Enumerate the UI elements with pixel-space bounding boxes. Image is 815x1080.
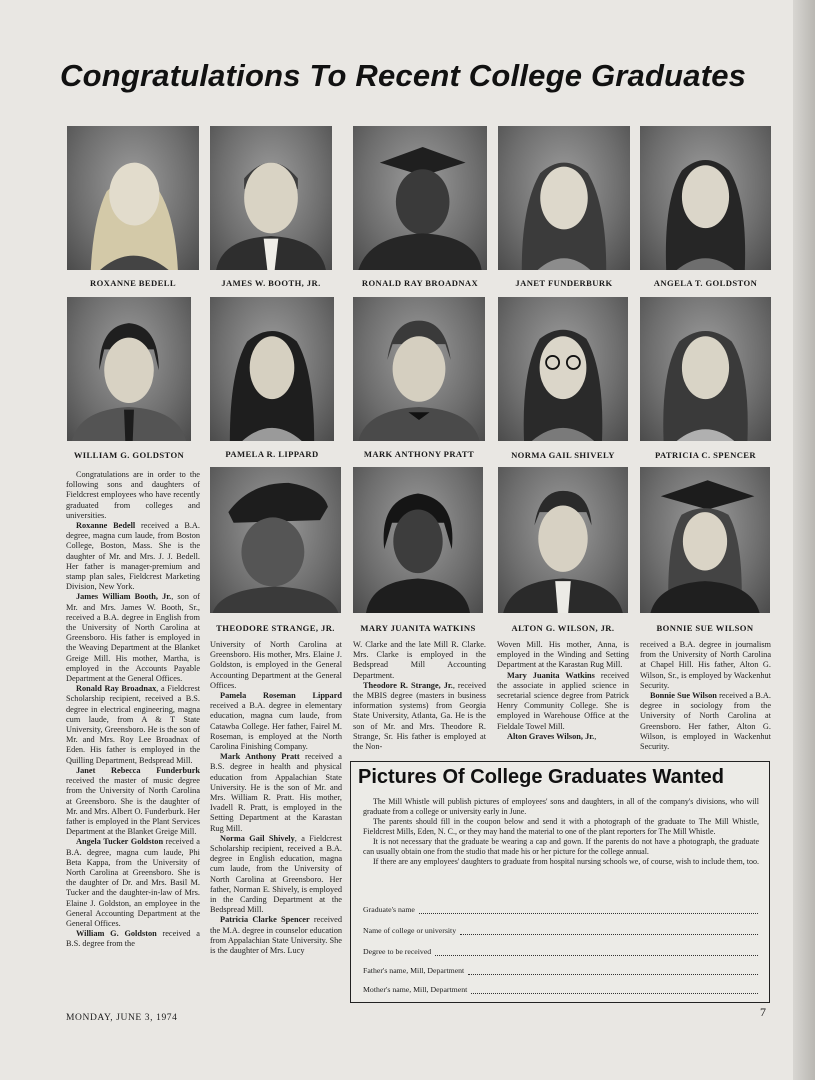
coupon-field-degree[interactable]: Degree to be received xyxy=(363,947,758,956)
graduate-photo xyxy=(498,126,630,270)
notice-body: The Mill Whistle will publish pictures of employees' sons and daughters, in all of the company's divisions, who will graduate from a college or university early in June. The parents should fill in the coupon below and send it with a photograph of the graduate to The Mill Whistle, Fieldcrest Mills, Eden, N. C., or they may hand the material to one of the plant reporters for The Mill Whistle. It is not necessary that the graduate be wearing a cap and gown. If the parents do not have a photograph, the graduate can usually obtain one from the studio that made his or her picture for the college annual. If there are any employees' daughters to graduate from hospital nursing schools we, of course, wish to include them, too. xyxy=(363,797,760,866)
coupon-field-college-name[interactable]: Name of college or university xyxy=(363,926,758,935)
graduate-photo xyxy=(67,126,199,270)
graduate-name-caption: THEODORE STRANGE, JR. xyxy=(216,623,335,633)
page-headline: Congratulations To Recent College Graduates xyxy=(60,58,747,93)
graduate-name-caption: PATRICIA C. SPENCER xyxy=(654,450,757,460)
graduate-name-caption: ROXANNE BEDELL xyxy=(89,278,177,288)
coupon-field-graduate-name[interactable]: Graduate's name xyxy=(363,905,758,914)
graduate-name-caption: ANGELA T. GOLDSTON xyxy=(653,278,758,288)
graduate-name-caption: WILLIAM G. GOLDSTON xyxy=(73,450,185,460)
graduate-photo xyxy=(353,297,485,441)
notice-title: Pictures Of College Graduates Wanted xyxy=(358,766,725,788)
page-edge xyxy=(793,0,815,1080)
coupon-field-father-name[interactable]: Father's name, Mill, Department xyxy=(363,966,758,975)
graduate-pictures-notice xyxy=(350,761,770,1003)
graduate-name-caption: NORMA GAIL SHIVELY xyxy=(511,450,615,460)
article-column-1: Congratulations are in order to the following sons and daughters of Fieldcrest employees who have recently graduated from colleges and universities. Roxanne Bedell received a B.A. degree, magna cum laude, from Boston College, Boston, Mass. She is the daughter of Mr. and Mrs. J. J. Bedell. Her father is manager-premium and stamp plan sales, Fieldcrest Marketing Division, New York. James William Booth, Jr., son of Mr. and Mrs. James W. Booth, Sr., received a B.A. degree in English from the University of North Carolina at Greensboro. His father is employed in the Weaving Department at the Blanket Greige Mill. His mother, Martha, is employed in the Accounts Payable Department at the General Offices. Ronald Ray Broadnax, a Fieldcrest Scholarship recipient, received a B.S. degree in electrical engineering, magna cum laude, from A & T State University, Greensboro. He is the son of Mr. and Mrs. Roy Lee Broadnax of Eden. His father is employed in the Quilling Department, Bedspread Mill. Janet Rebecca Funderburk received the master of music degree from the University of North Carolina at Greensboro. She is the daughter of Mr. and Mrs. Albert O. Funderburk. Her father is employed in the Plant Services Department at the Blanket Greige Mill. Angela Tucker Goldston received a B.A. degree, magna cum laude, Phi Beta Kappa, from the University of North Carolina at Greensboro. She is the daughter of Dr. and Mrs. Basil M. Tucker and the daughter-in-law of Mrs. Elaine J. Goldston, an employee in the General Accounting Department at the General Offices. William G. Goldston received a B.S. degree from the xyxy=(66,470,200,949)
graduate-photo xyxy=(67,297,191,441)
graduate-photo xyxy=(640,297,771,441)
graduate-name-caption: MARY JUANITA WATKINS xyxy=(360,623,476,633)
graduate-name-caption: JANET FUNDERBURK xyxy=(515,278,613,288)
issue-dateline: MONDAY, JUNE 3, 1974 xyxy=(66,1013,178,1023)
graduate-name-caption: MARK ANTHONY PRATT xyxy=(363,449,475,459)
graduate-name-caption: ALTON G. WILSON, JR. xyxy=(511,623,615,633)
article-column-3: W. Clarke and the late Mill R. Clarke. Mrs. Clarke is employed in the Bedspread Mill Accounting Department. Theodore R. Strange, Jr., received the MBIS degree (masters in business information systems) from Georgia State University, Atlanta, Ga. He is the son of Mr. and Mrs. Theodore R. Strange, Sr. His father is employed at the Non- xyxy=(353,640,486,752)
graduate-name-caption: BONNIE SUE WILSON xyxy=(656,623,754,633)
graduate-photo xyxy=(210,297,334,441)
graduate-photo xyxy=(210,467,341,613)
article-column-2: University of North Carolina at Greensboro. His mother, Mrs. Elaine J. Goldston, is employed in the General Accounting Department at the General Offices. Pamela Roseman Lippard received a B.A. degree in elementary education, magna cum laude, from Catawba College. Her father, Fairel M. Roseman, is employed at the North Carolina Finishing Company. Mark Anthony Pratt received a B.S. degree in health and physical education from Appalachian State University. He is the son of Mr. and Mrs. William R. Pratt. His mother, Ivadell R. Pratt, is employed in the Setting Department at the Karastan Rug Mill. Norma Gail Shively, a Fieldcrest Scholarship recipient, received a B.A. degree in English education, magna cum laude, from the University of North Carolina at Greensboro. Her father, Norman E. Shively, is employed in the Carding Department at the Bedspread Mill. Patricia Clarke Spencer received the M.A. degree in counselor education from Appalachian State University. She is the daughter of Mrs. Lucy xyxy=(210,640,343,956)
graduate-photo xyxy=(353,467,483,613)
coupon-field-mother-name[interactable]: Mother's name, Mill, Department xyxy=(363,985,758,994)
graduate-name-caption: JAMES W. BOOTH, JR. xyxy=(221,278,321,288)
article-column-5: received a B.A. degree in journalism from the University of North Carolina at Chapel Hill. His father, Alton G. Wilson, Sr., is employed by Wackenhut Security. Bonnie Sue Wilson received a B.A. degree in sociology from the University of North Carolina at Greensboro. Her father, Alton G. Wilson, is employed in Wackenhut Security. xyxy=(640,640,771,752)
graduate-photo xyxy=(640,467,770,613)
graduate-photo xyxy=(498,297,628,441)
article-column-4: Woven Mill. His mother, Anna, is employed in the Winding and Setting Department at the Karastan Rug Mill. Mary Juanita Watkins received the associate in applied science in secretarial science degree from Patrick Henry Community College. She is employed in Warehouse Office at the Fieldale Towel Mill. Alton Graves Wilson, Jr., xyxy=(497,640,629,741)
page-number: 7 xyxy=(760,1005,766,1019)
graduate-name-caption: RONALD RAY BROADNAX xyxy=(361,278,479,288)
graduate-name-caption: PAMELA R. LIPPARD xyxy=(225,449,319,459)
graduate-photo xyxy=(640,126,771,270)
graduate-photo xyxy=(210,126,332,270)
graduate-photo xyxy=(353,126,487,270)
graduate-photo xyxy=(498,467,628,613)
